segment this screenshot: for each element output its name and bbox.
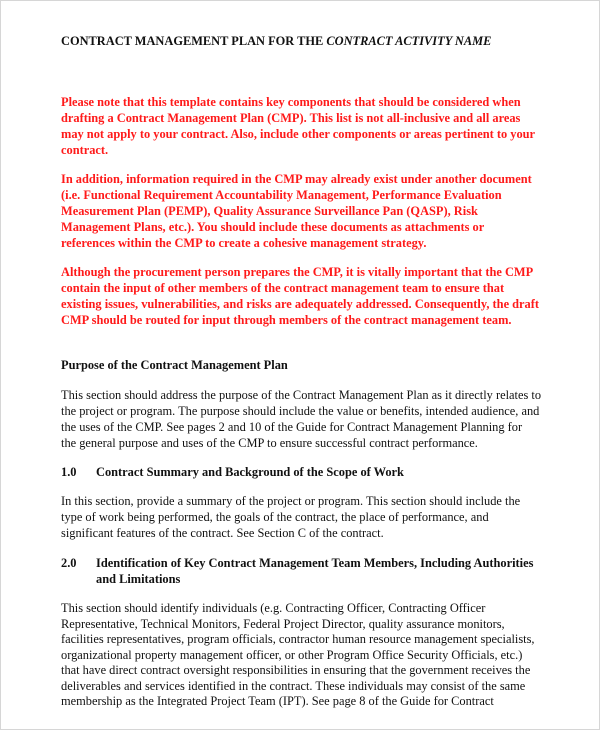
text-line: This section should identify individuals (e.g. Contracting Officer, Contracting Officer	[61, 601, 486, 615]
section-2-heading	[61, 555, 541, 587]
text-line: membership as the Integrated Project Team (IPT). See page 8 of the Guide for Contract	[61, 694, 494, 708]
note-paragraph-3	[61, 264, 539, 328]
text-line: deliverables and services identified in the contract. These individuals may consist of the same	[61, 678, 526, 693]
text-line: In this section, provide a summary of the project or program. This section should include the	[61, 494, 521, 508]
section-1-paragraph	[61, 493, 520, 541]
section-number: 1.0	[61, 465, 77, 479]
purpose-paragraph	[61, 387, 541, 451]
note-paragraph-1	[61, 94, 535, 158]
text-line: Management Plans, etc.). You should include these documents as attachments or	[61, 220, 485, 234]
section-2-paragraph	[61, 601, 535, 710]
section-title-line: Identification of Key Contract Management Team Members, Including Authorities	[96, 556, 534, 570]
section-title-line: and Limitations	[96, 572, 181, 586]
text-line: organizational property management officer, or other Program Office Security Officials, etc.)	[61, 647, 523, 662]
text-line: may not apply to your contract. Also, include other components or areas pertinent to your	[61, 127, 536, 141]
text-line: This section should address the purpose of the Contract Management Plan as it directly relates to	[61, 388, 542, 402]
title-italic: CONTRACT ACTIVITY NAME	[326, 34, 492, 48]
note-paragraph-2	[61, 171, 532, 251]
text-line: the project or program. The purpose should include the value or benefits, intended audience, and	[61, 404, 540, 418]
text-line: existing issues, vulnerabilities, and risks are adequately addressed. Consequently, the draft	[61, 297, 540, 311]
text-line: Measurement Plan (PEMP), Quality Assurance Surveillance Pan (QASP), Risk	[61, 204, 478, 218]
text-line: references within the CMP to create a cohesive management strategy.	[61, 236, 427, 250]
text-line: Please note that this template contains key components that should be considered when	[61, 95, 521, 109]
text-line: Representative, Technical Monitors, Federal Project Director, quality assurance monitors,	[61, 616, 505, 631]
text-line: (i.e. Functional Requirement Accountability Management, Performance Evaluation	[61, 188, 502, 202]
text-line: In addition, information required in the CMP may already exist under another document	[61, 172, 532, 186]
title-main: CONTRACT MANAGEMENT PLAN FOR THE	[61, 34, 327, 48]
text-line: contract.	[61, 143, 109, 157]
purpose-heading: Purpose of the Contract Management Plan	[61, 358, 288, 372]
text-line: facilities representatives, program officials, contractor human resource management specialists,	[61, 632, 535, 646]
section-title: Contract Summary and Background of the Scope of Work	[96, 465, 404, 479]
text-line: CMP should be routed for input through members of the contract management team.	[61, 313, 512, 327]
section-1-heading	[61, 464, 404, 480]
text-line: that have direct contract oversight responsibilities in ensuring that the government receives the	[61, 663, 531, 677]
section-number: 2.0	[61, 556, 77, 570]
document-title	[61, 33, 491, 49]
text-line: Although the procurement person prepares the CMP, it is vitally important that the CMP	[61, 265, 534, 279]
text-line: the general purpose and uses of the CMP to ensure successful contract performance.	[61, 436, 478, 450]
text-line: contain the input of other members of the contract management team to ensure that	[61, 281, 505, 295]
text-line: the uses of the CMP. See pages 2 and 10 of the Guide for Contract Management Planning for	[61, 420, 523, 434]
text-line: type of work being performed, the goals of the contract, the place of performance, and	[61, 510, 489, 524]
text-line: drafting a Contract Management Plan (CMP). This list is not all-inclusive and all areas	[61, 111, 521, 125]
text-line: significant features of the contract. See Section C of the contract.	[61, 526, 384, 540]
